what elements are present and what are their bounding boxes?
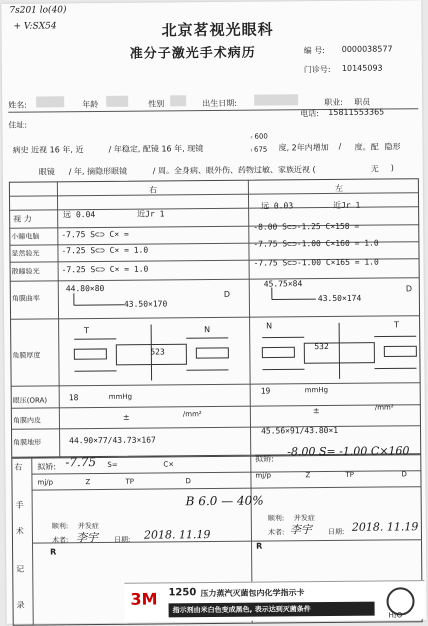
z-left: Z [305,471,310,479]
tp-left: TP [345,471,354,479]
name-label: 姓名: [8,100,27,111]
plan-right-label: 拟矫: [37,461,56,472]
curvature-right-d: D [224,290,230,299]
row-topography-label: 角膜地形 [13,438,41,448]
curvature-left-top: 45.75×84 [264,279,303,288]
smooth-right-label: 顺利: [52,521,68,531]
r-mark-right: R [50,547,56,556]
thickness-right-n: N [204,325,210,334]
surgeon-right-hand: 李宇 [76,529,98,545]
sticker-instructions: 指示剂由米白色变成黑色, 表示达到灭菌条件 [173,604,311,615]
thickness-left-t: T [394,320,399,329]
side-char-1: 手 [16,500,24,511]
thickness-left-center: 532 [314,342,329,351]
date-right-label: 日期: [114,535,130,545]
row-manifest-label: 显然验光 [11,249,39,259]
dob-label: 出生日期: [202,98,237,109]
redacted-name [36,96,64,107]
history-text-10: 无 [371,164,379,175]
endothelium-left-pm: ± [313,406,320,415]
plan-right-s: S= [107,461,117,469]
vision-right-far: 远 0.04 [63,209,95,220]
redacted-dob [254,94,298,105]
vision-left-far: 远 0.03 [261,200,293,211]
current-lens-left: ₗ 675 [251,146,268,154]
handwritten-note-1: 7s201 lo(40) [9,5,66,15]
curvature-left-bottom: 43.50×174 [318,294,361,303]
brand-logo: 3M [130,590,157,609]
row-iop-label: 眼压(ORA) [13,395,47,405]
surgeon-right-label: 术者: [52,535,68,545]
sticker-title: 压力蒸汽灭菌包内化学指示卡 [200,587,304,599]
row-vision-label: 视 力 [13,214,32,225]
z-right: Z [85,478,90,486]
thickness-left-n: N [266,321,272,330]
record-no-label: 编 号: [304,45,325,56]
small-pupil-left: -8.00 S⊂⊃-1.25 C×158 = [253,222,359,232]
form-title: 准分子激光手术病历 [130,42,256,62]
d-right: D [185,477,190,485]
col-left-eye: 左 [335,183,343,194]
sterilization-sticker [124,580,424,622]
history-text-6: 隐形 [385,141,401,152]
row-curvature-label: 角膜曲率 [12,294,40,304]
iop-left-unit: mmHg [305,386,328,394]
thickness-right-center: 523 [150,347,165,356]
steam-badge-label: H₂O [389,611,403,619]
row-thickness-label: 角膜厚度 [12,351,40,361]
plan-right-cx: C× [163,460,174,468]
row-small-pupil-label: 小瞳电脑 [11,232,39,242]
dilated-left: -7.75 S⊂⊃-1.00 C×165 = 1.0 [254,258,379,268]
date-right-hand: 2018. 11.19 [144,528,211,542]
endothelium-left-unit: /mm² [375,403,394,411]
date-left-label: 日期: [328,527,344,537]
history-text-5: 度。配 [355,142,379,153]
history-text-9: / 周。全身病、眼外伤、药物过敏、家族近视 ( [153,164,316,176]
history-text-4: / [339,142,342,151]
mjp-right: mj/p [37,478,53,486]
phone-value: 15811553365 [328,108,384,117]
side-char-3: 记 [16,564,24,575]
smooth-left-value: 并发症 [294,513,315,523]
vision-right-near: 近Jr 1 [137,208,164,219]
plan-left-hand: -8.00 S= -1.00 C×160 [287,444,409,458]
sticker-code: 1250 [168,587,196,598]
hospital-name: 北京茗视光眼科 [161,18,273,40]
small-pupil-right: -7.75 S⊂⊃ C× = [61,230,129,240]
manifest-left: -7.75 S⊂⊃-1.00 C×160 = 1.0 [253,239,378,249]
phone-label: 电话: [300,108,319,119]
iop-left: 19 [261,387,271,396]
surgeon-left-label: 术者: [268,527,284,537]
current-lens-right: ᵣ 600 [250,133,267,141]
smooth-left-label: 顺利: [268,513,284,523]
endothelium-right-pm: ± [123,413,130,422]
curvature-left-d: D [406,284,412,293]
curvature-right-bottom: 43.50×170 [124,299,167,308]
curvature-right-top: 44.80×80 [66,284,105,293]
job-value: 职员 [354,97,370,108]
history-text-3: 度, 2年内增加 [279,142,329,153]
history-text-2: / 年稳定, 配镜 16 年, 现镜 [109,143,204,155]
manifest-right: -7.25 S⊂⊃ C× = 1.0 [61,246,148,256]
row-dilated-label: 散瞳验光 [12,267,40,277]
side-char-4: 录 [17,600,25,611]
history-text-7: 眼镜 [39,166,55,177]
tp-right: TP [125,478,134,486]
endothelium-right-unit: /mm² [183,410,202,418]
history-text-1: 病史 近视 16 年, 近 [13,144,84,156]
history-text-8: / 年, 摘隐形眼镜 [69,166,127,178]
vision-left-near: 近Jr 1 [333,200,360,211]
age-label: 年龄 [82,99,98,110]
thickness-left-diagram [256,318,427,381]
mjp-left: mj/p [255,472,271,480]
address-label: 住址: [8,120,27,131]
iop-right-unit: mmHg [109,393,132,401]
curvature-left-axes [262,284,422,305]
topography-left: 45.56×91/43.80×1 [261,426,338,436]
curvature-right-axes [64,290,239,312]
history-text-11: ) [391,163,394,172]
topography-right: 44.90×77/43.73×167 [69,436,156,446]
handwritten-note-2: + V:SX54 [13,21,56,31]
plan-left-label: 拟矫: [255,453,274,464]
thickness-right-t: T [84,326,89,335]
iop-right: 18 [69,393,79,402]
smooth-right-value: 并发症 [78,521,99,531]
clinic-no: 10145093 [342,64,383,73]
redacted-sex [170,95,186,106]
d-left: D [401,470,406,478]
clinic-no-label: 门诊号: [304,64,331,75]
surgeon-left-hand: 李宇 [290,521,312,537]
center-handwriting: B 6.0 — 40% [186,494,264,509]
job-label: 职业: [324,97,343,108]
redacted-age [106,96,128,107]
dilated-right: -7.25 S⊂⊃ C× = 1.0 [62,265,149,275]
surgery-right-label: 右 [14,462,22,473]
record-no: 0000038577 [342,44,393,53]
date-left-hand: 2018. 11.19 [352,520,419,534]
sex-label: 性别 [148,98,164,109]
row-endothelium-label: 角膜内皮 [13,416,41,426]
medical-record-page [1,0,426,624]
r-mark-left: R [256,542,262,551]
plan-right-hand: -7.75 [65,455,96,469]
side-char-2: 术 [16,526,24,537]
col-right-eye: 右 [149,184,157,195]
